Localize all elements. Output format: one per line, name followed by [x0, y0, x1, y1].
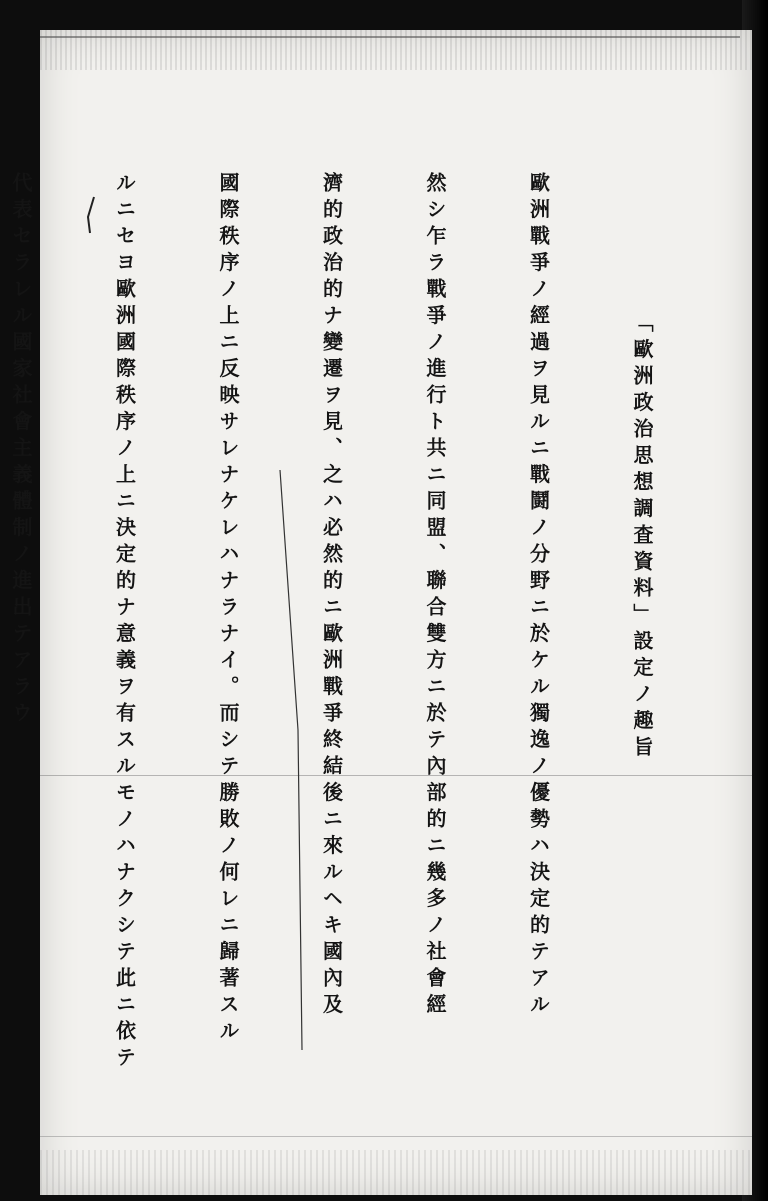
text-column: 濟的政治的ナ變遷ヲ見、之ハ必然的ニ歐洲戰爭終結後ニ來ルヘキ國內及	[319, 172, 344, 1020]
text-column: 然シ乍ラ戰爭ノ進行ト共ニ同盟、聯合雙方ニ於テ內部的ニ幾多ノ社會經	[423, 172, 447, 1020]
document-title: 「歐洲政治思想調査資料」設定ノ趣旨	[630, 312, 654, 763]
text-column: 歐洲戰爭ノ經過ヲ見ルニ戰鬪ノ分野ニ於ケル獨逸ノ優勢ハ決定的テアル	[526, 172, 551, 1020]
top-rule	[40, 36, 740, 38]
text-column: ルニセヨ歐洲國際秩序ノ上ニ決定的ナ意義ヲ有スルモノハナクシテ此ニ依テ	[112, 172, 137, 1073]
bottom-rule	[40, 1136, 752, 1137]
text-column: 國際秩序ノ上ニ反映サレナケレハナラナイ。而シテ勝敗ノ何レニ歸著スル	[216, 172, 240, 1047]
text-column: 代表セラレル國家社會主義體制ノ進出テアラウ	[9, 172, 33, 729]
document-page	[9, 30, 752, 1195]
vertical-text-body	[0, 172, 728, 1102]
